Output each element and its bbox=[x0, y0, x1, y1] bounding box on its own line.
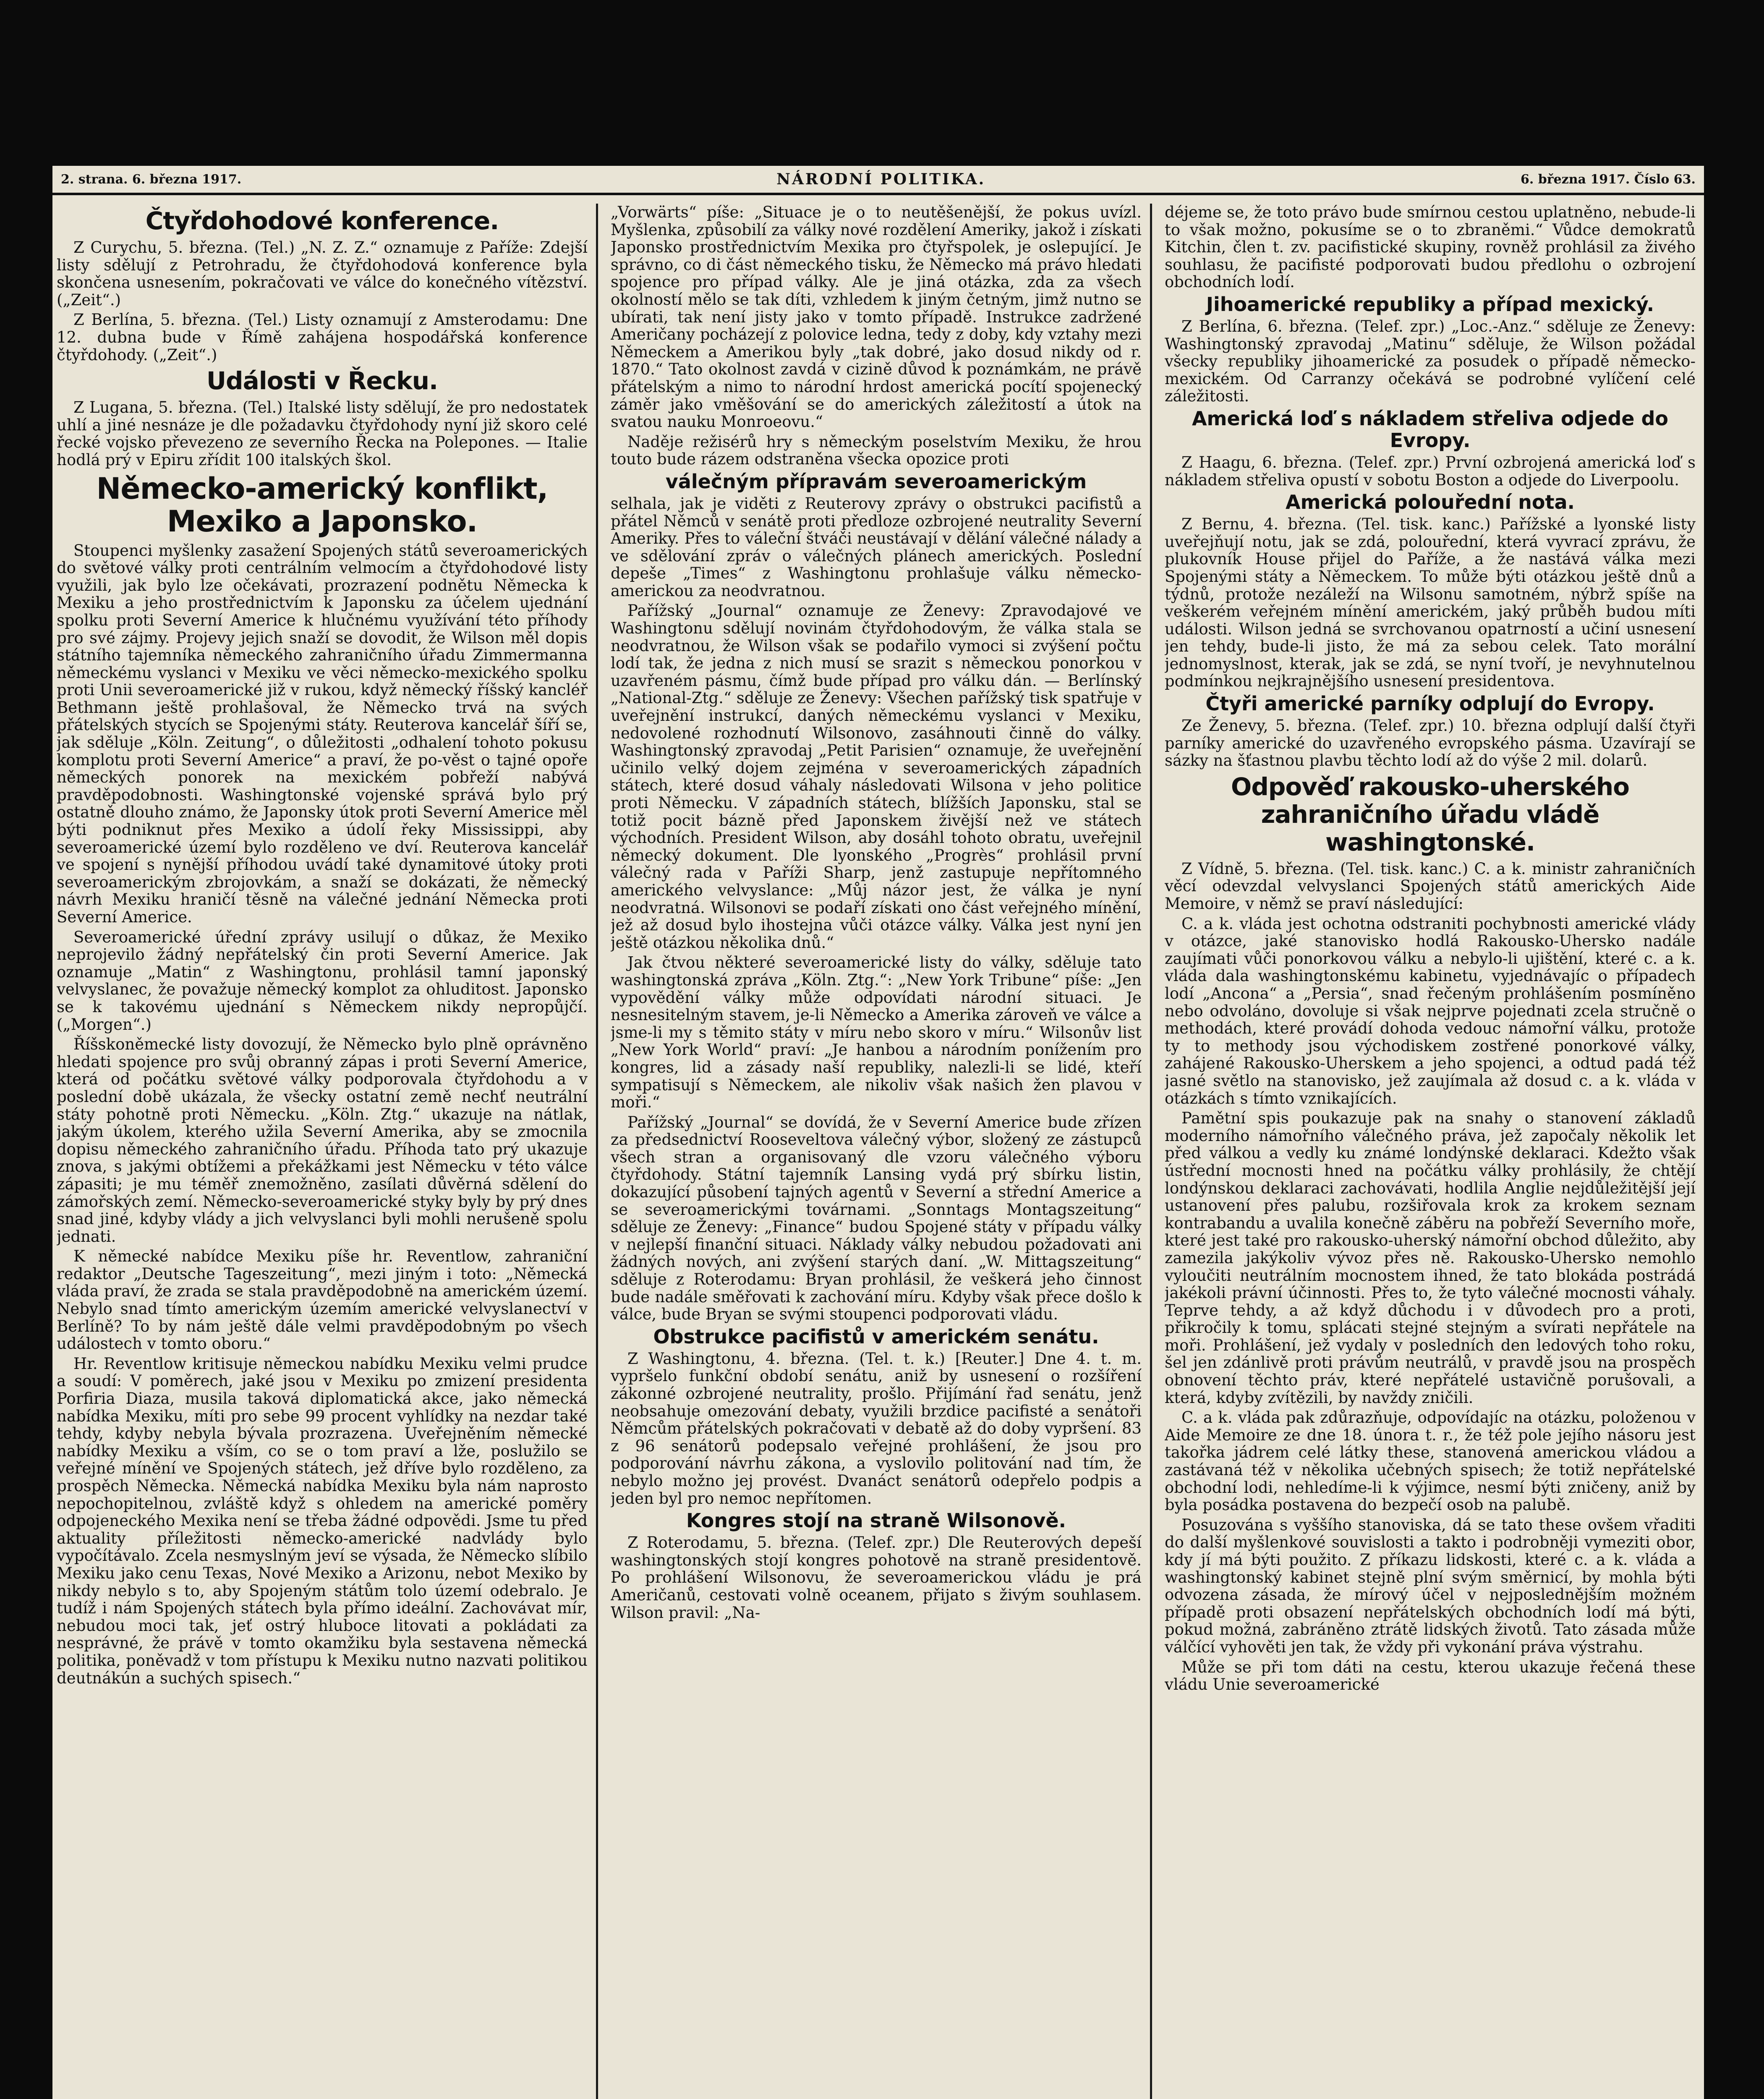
article-headline: Americká polouřední nota. bbox=[1286, 491, 1575, 514]
newspaper-page bbox=[52, 166, 1704, 2099]
column-2 bbox=[611, 204, 1142, 2099]
article-paragraph: Z Washingtonu, 4. března. (Tel. t. k.) [Reuter.] Dne 4. t. m. vypršelo funkční období senátu, aniž by usnesení o rozšíření zákonné ozbrojené neutrality, prošlo. Přijímání řad senátu, jenž neobsahuje omezování debaty, využili brzdice pacifisté a senátoři Němcům přátelských pokračovati v debatě až do doby vypršení. 83 z 96 senátorů podepsalo veřejné prohlášení, že jsou pro podporování návrhu zákona, a vyslovilo politování nad tím, že nebylo možno jej provést. Dvanáct senátorů odepřelo podpis a jeden byl pro nemoc nepřítomen. bbox=[611, 1349, 1142, 1508]
article-paragraph: Z Roterodamu, 5. března. (Telef. zpr.) Dle Reuterových depeší washingtonských stojí kongres pohotově na straně presidentově. Po prohlášení Wilsonovu, že severoamerickou vládu je prá Američanů, cestovati volně oceanem, přijato s živým souhlasem. Wilson pravil: „Na- bbox=[611, 1534, 1142, 1622]
masthead-title: NÁRODNÍ POLITIKA. bbox=[776, 170, 986, 188]
article-paragraph: Pamětní spis poukazuje pak na snahy o stanovení základů moderního námořního válečného práva, jež započaly několik let před válkou a vedly ku známé londýnské deklaraci. Kdežto však ústřední mocnosti hned na počátku války prohlásily, že chtějí londýnskou deklaraci zachovávati, hodlila Anglie nejdůležitější její ustanovení přes palubu, rozšiřovala krok za krokem seznam kontrabandu a uvalila konečně záběru na pobřeží Severního moře, které jest také pro rakousko-uherský námořní obchod důležito, aby zamezila jakýkoliv vývoz přes ně. Rakousko-Uhersko nemohlo vyloučiti neutrálním mocnostem ihned, že tato blokáda postrádá jakékoli právní účinnosti. Přes to, že tyto válečné mocnosti váhaly. Teprve tehdy, a až když důchodu i v důvodech pro a proti, přikročily k tomu, splácati stejné stejným a svírati nepřátele na moři. Prohlášení, jež vydaly v posledních den ledových toho roku, šel jen zdánlivě proti právům neutrálů, v pravdě jsou na prospěch obnovení těchto práv, které nepřátelé ustavičně porušovali, a která, kdyby zvítězili, by navždy zničili. bbox=[1165, 1109, 1696, 1407]
masthead-date-left: 2. strana. 6. března 1917. bbox=[61, 172, 242, 187]
column-1 bbox=[57, 204, 588, 2099]
column-divider bbox=[596, 204, 598, 2099]
article-paragraph: Z Curychu, 5. března. (Tel.) „N. Z. Z.“ oznamuje z Paříže: Zdejší listy sdělují z Petrohradu, že čtyřdohodová konference byla skončena usnesením, pokračovati ve válce do konečného vítězství. („Zeit“.) bbox=[57, 238, 588, 309]
article-paragraph: Z Bernu, 4. března. (Tel. tisk. kanc.) Pařížské a lyonské listy uveřejňují notu, jak se zdá, polouřední, která vyvrací zprávu, že plukovník House přijel do Paříže, a že nastává válka mezi Spojenými státy a Německem. To může býti otázkou ještě dnů a týdnů, protože nezáleží na Wilsonu samotném, nýbrž spíše na veškerém veřejném mínění americkém, jaký průběh budou míti události. Wilson jedná se svrchovanou opatrností a učiní usnesení jen tehdy, bude-li jisto, že má za sebou celek. Tato morální jednomyslnost, kterak, jak se zdá, se nyní tvoří, je nevyhnutelnou podmínkou nejkrajnějšího usnesení presidentova. bbox=[1165, 515, 1696, 691]
article-paragraph: Z Berlína, 5. března. (Tel.) Listy oznamují z Amsterodamu: Dne 12. dubna bude v Římě zahájena hospodářská konference čtyřdohody. („Zeit“.) bbox=[57, 311, 588, 364]
article-headline: Události v Řecku. bbox=[206, 366, 438, 395]
article-paragraph: C. a k. vláda jest ochotna odstraniti pochybnosti americké vlády v otázce, jaké stanovisko hodlá Rakousko-Uhersko nadále zaujímati vůči ponorkovou válku a nebylo-li ujištění, které c. a k. vláda dala washingtonskému kabinetu, vyjednávajíc o případech lodí „Ancona“ a „Persia“, snad řečeným prohlášením posmíněno nebo odvoláno, dovoluje si však nejprve pojednati zcela stručně o methodách, které provádí dohoda vedouc námořní válku, protože ty to methody jsou východiskem zostřené ponorkové války, zahájené Rakousko-Uherskem a jeho spojenci, a odtud padá též jasné světlo na stanovisko, jež zaujímala až dosud c. a k. vláda v otázkách s tímto vznikajících. bbox=[1165, 914, 1696, 1107]
article-paragraph: déjeme se, že toto právo bude smírnou cestou uplatněno, nebude-li to však možno, pokusíme se o to zbraněmi.“ Vůdce demokratů Kitchin, člen t. zv. pacifistické skupiny, rovněž prohlásil za živého souhlasu, že pacifisté podporovati budou předlohu o ozbrojení obchodních lodí. bbox=[1165, 204, 1696, 291]
article-paragraph: Jak čtvou některé severoamerické listy do války, sděluje tato washingtonská zpráva „Köln. Ztg.“: „New York Tribune“ píše: „Jen vypovědění války může odpovídati národní situaci. Je nesnesitelným stavem, je-li Německo a Amerika zároveň ve válce a jsme-li my s těmito státy v míru nebo skoro v míru.“ Wilsonův list „New York World“ praví: „Je hanbou a národním ponížením pro kongres, lid a zásady naší republiky, nalezli-li se lidé, kteří sympatisují s Německem, ale nikoliv však našich žen plavou v moři.“ bbox=[611, 953, 1142, 1112]
article-paragraph: Ze Ženevy, 5. března. (Telef. zpr.) 10. března odplují další čtyři parníky americké do uzavřeného evropského pásma. Uzavírají se sázky na šťastnou plavbu těchto lodí až do výše 2 mil. dolarů. bbox=[1165, 717, 1696, 770]
article-paragraph: Stoupenci myšlenky zasažení Spojených států severoamerických do světové války proti centrálním velmocím a čtyřdohodové listy využili, jak bylo lze očekávati, prozrazení podnětu Německa k Mexiku a jeho prostřednictvím k Japonsku za účelem ujednání spolku proti Severní Americe k hlučnému využívání této příhody pro své zájmy. Projevy jejich snaží se dovodit, že Wilson měl dopis státního tajemníka německého zahraničního úřadu Zimmermanna německému vyslanci v Mexiku ve věci německo-mexického spolku proti Unii severoamerické již v rukou, když německý říšský kancléř Bethmann ještě prohlašoval, že Německo trvá na svých přátelských stycích se Spojenými státy. Reuterova kancelář šíří se, jak sděluje „Köln. Zeitung“, o důležitosti „odhalení tohoto pokusu komplotu proti Severní Americe“ a praví, že po-věst o tajné opoře německých ponorek na mexickém pobřeží nabývá pravděpodobnosti. Washingtonské vojenské správá bylo prý ostatně dlouho známo, že Japonsky útok proti Severní Americe měl býti podniknut přes Mexiko a údolí řeky Mississippi, aby severoamerické území bylo rozděleno ve dví. Reuterova kancelář ve spojení s nynější příhodou uvádí také dynamitové útoky proti severoamerickým zbrojovkám, a snaží se dokázati, že německý návrh Mexiku hraničí těsně na válečné jednání Německa proti Severní Americe. bbox=[57, 541, 588, 926]
column-divider bbox=[1150, 204, 1152, 2099]
article-paragraph: Posuzována s vyššího stanoviska, dá se tato these ovšem vřaditi do další myšlenkové souvislosti a takto i podrobněji vymeziti obor, kdy jí má býti použito. Z příkazu lidskosti, které c. a k. vláda a washingtonský kabinet stejně plní svým směrnicí, by mohla býti odvozena zásada, že mírový účel v nejposlednějším možném případě proti obsazení nepřátelských obchodních lodí má býti, pokud možná, zabráněno ztrátě lidských životů. Tato zásada může válčící vyhověti jen tak, že vždy při vykonání práva výstrahu. bbox=[1165, 1515, 1696, 1656]
article-headline: Obstrukce pacifistů v americkém senátu. bbox=[653, 1325, 1099, 1348]
article-paragraph: Naděje režisérů hry s německým poselstvím Mexiku, že hrou touto bude rázem odstraněna všecka opozice proti bbox=[611, 432, 1142, 468]
article-headline: Jihoamerické republiky a případ mexický. bbox=[1206, 293, 1654, 316]
masthead bbox=[52, 166, 1704, 195]
article-headline: Americká loď s nákladem střeliva odjede do Evropy. bbox=[1192, 407, 1669, 452]
article-paragraph: „Vorwärts“ píše: „Situace je o to neutěšenější, že pokus uvízl. Myšlenka, způsobilí za války nové rozdělení Ameriky, jakož i získati Japonsko prostřednictvím Mexika pro čtyřspolek, je oslepující. Je správno, co di část německého tisku, že Německo má právo hledati spojence pro případ války. Ale je jiná otázka, zda za všech okolností mělo se tak díti, vzhledem k jiným četným, jimž nutno se ubírati, tak není jisty jako v tomto případě. Instrukce zadržené Američany pocházejí z polovice ledna, tedy z doby, kdy vztahy mezi Německem a Amerikou byly „tak dobré, jako dosud nikdy od r. 1870.“ Tato okolnost zavdá v cizině důvod k poznámkám, ne právě přátelským a nimo to národní hrdost americká pocítí spojenecký záměr jako vměšování se do amerických záležitostí a útok na svatou nauku Monroeovu.“ bbox=[611, 204, 1142, 431]
article-paragraph: Může se při tom dáti na cestu, kterou ukazuje řečená these vládu Unie severoamerické bbox=[1165, 1658, 1696, 1694]
article-paragraph: selhala, jak je viděti z Reuterovy zprávy o obstrukci pacifistů a přátel Němců v senátě proti předloze ozbrojené neutrality Severní Ameriky. Přes to váleční štváči neustávají v dělání válečné nálady a ve sdělování zpráv o válečných plánech amerických. Poslední depeše „Times“ z Washingtonu prohlašuje válku německo-americkou za neodvratnou. bbox=[611, 494, 1142, 600]
article-headline: Německo-americký konflikt, Mexiko a Japonsko. bbox=[96, 471, 548, 539]
article-paragraph: Pařížský „Journal“ oznamuje ze Ženevy: Zpravodajové ve Washingtonu sdělují novinám čtyřdohodovým, že válka stala se neodvratnou, že Wilson však se podařilo vymoci si zvýšení počtu lodí tak, že jedna z nich musí se srazit s německou ponorkou v uzavřeném pásmu, čímž bude případ pro válku dán. — Berlínský „National-Ztg.“ sděluje ze Ženevy: Všechen pařížský tisk spatřuje v uveřejnění instrukcí, daných německému vyslanci v Mexiku, nedovolené rozhodnutí Wilsonovo, zasáhnouti činně do války. Washingtonský zpravodaj „Petit Parisien“ oznamuje, že uveřejnění učinilo velký dojem zejména v severoamerických západních státech, které dosud váhaly následovati Wilsona v jeho politice proti Německu. V západních státech, blížších Japonsku, stal se totiž pocit bázně před Japonskem živější než ve státech východních. President Wilson, aby dosáhl tohoto obratu, uveřejnil německý dokument. Dle lyonského „Progrès“ prohlásil první válečný rada v Paříži Sharp, jenž zastupuje nepřítomného amerického velvyslance: „Můj názor jest, že válka je nyní neodvratná. Wilsonovi se podaří získati ono část veřejného mínění, jež až dosud bylo ihostejna vůči otázce války. Válka jest nyní jen ještě otázkou několika dnů.“ bbox=[611, 602, 1142, 952]
article-paragraph: Z Lugana, 5. března. (Tel.) Italské listy sdělují, že pro nedostatek uhlí a jiné nesnáze je dle požadavku čtyřdohody nyní již skoro celé řecké vojsko převezeno ze severního Řecka na Polepones. — Italie hodlá prý v Epiru zřídit 100 italských škol. bbox=[57, 398, 588, 469]
article-paragraph: Hr. Reventlow kritisuje německou nabídku Mexiku velmi prudce a soudí: V poměrech, jaké jsou v Mexiku po zmizení presidenta Porfiria Diaza, musila taková diplomatická akce, jako německá nabídka Mexiku, míti pro sebe 99 procent vyhlídky na nezdar také tehdy, kdyby nebyla bývala prozrazena. Uveřejněním německé nabídky Mexiku a vším, co se o tom praví a lže, poslužilo se veřejné mínění ve Spojených státech, jež dříve bylo rozděleno, za prospěch Německa. Německá nabídka Mexiku byla nám naprosto nepochopitelnou, zvláště když s ohledem na americké poměry odpojeneckého Mexika není se třeba žádné odpovědi. Jsme tu před aktuality příležitosti německo-americké nadvlády bylo vypočítávalo. Zcela nesmyslným jeví se výsada, že Německo slíbilo Mexiku jako cenu Texas, Nové Mexiko a Arizonu, nebot Mexiko by nikdy nebylo s to, aby Spojeným státům tolo území odebralo. Je tudíž i nám Spojených státech byla přímo ideální. Zachovávat mír, nebudou moci tak, jeť ostrý hluboce litovati a pokládati za nesprávné, že právě v tomto okamžiku byla sestavena německá politika, poněvadž v tom přístupu k Mexiku nutno nazvati politikou deutnákún a suchých spisech.“ bbox=[57, 1354, 588, 1687]
article-paragraph: Pařížský „Journal“ se dovídá, že v Severní Americe bude zřízen za předsednictví Rooseveltova válečný výbor, složený ze zástupců všech stran a organisovaný dle vzoru válečného výboru čtyřdohody. Státní tajemník Lansing vydá prý sbírku listin, dokazující působení tajných agentů v Severní a střední Americe a se severoamerickými továrnami. „Sonntags Montagszeitung“ sděluje ze Ženevy: „Finance“ budou Spojené státy v případu války v nejlepší finanční situaci. Náklady války nebudou požadovati ani žádných nových, ani zvýšení starých daní. „W. Mittagszeitung“ sděluje z Roterodamu: Bryan prohlásil, že veškerá jeho činnost bude nadále směřovati k zachování míru. Kdyby však přece došlo k válce, bude Bryan se svými stoupenci podporovati vládu. bbox=[611, 1113, 1142, 1324]
article-paragraph: C. a k. vláda pak zdůrazňuje, odpovídajíc na otázku, položenou v Aide Memoire ze dne 18. února t. r., že též pole jejího násoru jest takořka jádrem celé látky these, stanovená americkou vládou a zastávaná též v několika učebných spisech; že totiž nepřátelské obchodní lodi, nehledíme-li k výjimce, nesmí býti zničeny, aniž by byla posádka postavena do bezpečí osob na palubě. bbox=[1165, 1408, 1696, 1514]
article-headline: Čtyřdohodové konference. bbox=[145, 207, 499, 235]
masthead-issue-right: 6. března 1917. Číslo 63. bbox=[1521, 172, 1696, 187]
article-paragraph: Z Haagu, 6. března. (Telef. zpr.) První ozbrojená americká loď s nákladem střeliva opustí v sobotu Boston a odjede do Liverpoolu. bbox=[1165, 453, 1696, 489]
article-paragraph: Říšskoněmecké listy dovozují, že Německo bylo plně oprávněno hledati spojence pro svůj obranný zápas i proti Severní Americe, která od počátku světové války podporovala čtyřdohodu a v poslední době ukázala, že všecky ostatní země nechť neutrální státy pohotně proti Německu. „Köln. Ztg.“ ukazuje na nátlak, jakým úkolem, kterého užila Severní Amerika, aby se zmocnila dopisu německého zahraničního úřadu. Příhoda tato prý ukazuje znova, s jakými obtížemi a překážkami jest Německu v této válce zápasiti; je mu téměř znemožněno, zasílati důvěrná sdělení do zámořských zemí. Německo-severoamerické styky byly by prý dnes snad jiné, kdyby vlády a jich velvyslanci byli mohli nerušeně spolu jednati. bbox=[57, 1035, 588, 1246]
column-3 bbox=[1165, 204, 1696, 2099]
article-headline: Odpověď rakousko-uherského zahraničního úřadu vládě washingtonské. bbox=[1231, 772, 1629, 856]
article-headline: válečným přípravám severoamerickým bbox=[665, 470, 1087, 493]
article-headline: Kongres stojí na straně Wilsonově. bbox=[686, 1509, 1066, 1532]
article-headline: Čtyři americké parníky odplují do Evropy. bbox=[1205, 692, 1655, 715]
article-paragraph: Z Vídně, 5. března. (Tel. tisk. kanc.) C. a k. ministr zahraničních věcí odevzdal velvyslanci Spojených států amerických Aide Memoire, v němž se praví následující: bbox=[1165, 859, 1696, 913]
article-paragraph: K německé nabídce Mexiku píše hr. Reventlow, zahraniční redaktor „Deutsche Tageszeitung“, mezi jiným i toto: „Německá vláda praví, že zrada se stala pravděpodobně na americkém území. Nebylo snad tímto americkým územím americké velvyslanectví v Berlíně? To by nám ještě dále velmi pravděpodobným po všech událostech v tomto oboru.“ bbox=[57, 1247, 588, 1353]
article-paragraph: Severoamerické úřední zprávy usilují o důkaz, že Mexiko neprojevilo žádný nepřátelský čin proti Severní Americe. Jak oznamuje „Matin“ z Washingtonu, prohlásil tamní japonský velvyslanec, že považuje německý komplot za ohluditost. Japonsko se k takovému ujednání s Německem nikdy nepropůjčí. („Morgen“.) bbox=[57, 928, 588, 1034]
article-paragraph: Z Berlína, 6. března. (Telef. zpr.) „Loc.-Anz.“ sděluje ze Ženevy: Washingtonský zpravodaj „Matinu“ sděluje, že Wilson požádal všecky republiky jihoamerické za posudek o případě německo-mexickém. Od Carranzy očekává se podrobné vylíčení celé záležitosti. bbox=[1165, 317, 1696, 406]
